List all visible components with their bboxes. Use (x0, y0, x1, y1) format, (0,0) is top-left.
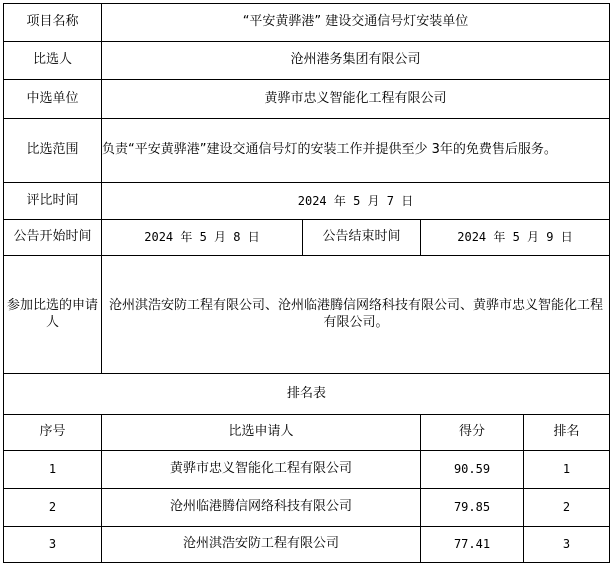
table-row (4, 527, 610, 563)
evaluation-date: 2024 年 5 月 7 日 (102, 183, 610, 220)
ranking-rank: 1 (524, 451, 610, 489)
ranking-header-row (4, 415, 610, 451)
selector-row (4, 42, 610, 80)
announcement-start-label: 公告开始时间 (4, 220, 102, 256)
ranking-rank: 2 (524, 489, 610, 527)
winner-value: 黄骅市忠义智能化工程有限公司 (102, 80, 610, 119)
applicants-value: 沧州淇浩安防工程有限公司、沧州临港腾信网络科技有限公司、黄骅市忠义智能化工程有限公司。 (108, 298, 603, 330)
scope-label: 比选范围 (4, 119, 102, 183)
announcement-end-date: 2024 年 5 月 9 日 (421, 220, 610, 256)
announcement-start-date: 2024 年 5 月 8 日 (102, 220, 303, 256)
applicants-row (4, 256, 610, 374)
scope-row (4, 119, 610, 183)
winner-label: 中选单位 (4, 80, 102, 119)
ranking-applicant: 沧州临港腾信网络科技有限公司 (102, 489, 421, 527)
scope-cell (102, 119, 610, 183)
ranking-score: 79.85 (421, 489, 524, 527)
scope-value: 负责“平安黄骅港”建设交通信号灯的安装工作并提供至少 3年的免费售后服务。 (102, 142, 557, 158)
ranking-score: 77.41 (421, 527, 524, 563)
ranking-title: 排名表 (4, 374, 610, 415)
project-name-value: “平安黄骅港” 建设交通信号灯安装单位 (102, 4, 610, 42)
announcement-table (3, 3, 610, 563)
ranking-header-score: 得分 (421, 415, 524, 451)
evaluation-row (4, 183, 610, 220)
project-name-label: 项目名称 (4, 4, 102, 42)
table-row (4, 489, 610, 527)
project-row (4, 4, 610, 42)
applicants-label-text: 参加比选的申请人 (6, 298, 98, 330)
announcement-end-label: 公告结束时间 (303, 220, 421, 256)
ranking-header-applicant: 比选申请人 (102, 415, 421, 451)
table-row (4, 451, 610, 489)
ranking-score: 90.59 (421, 451, 524, 489)
ranking-rank: 3 (524, 527, 610, 563)
winner-row (4, 80, 610, 119)
ranking-header-rank: 排名 (524, 415, 610, 451)
ranking-title-row (4, 374, 610, 415)
ranking-seq: 2 (4, 489, 102, 527)
ranking-applicant: 沧州淇浩安防工程有限公司 (102, 527, 421, 563)
ranking-applicant: 黄骅市忠义智能化工程有限公司 (102, 451, 421, 489)
applicants-label (4, 256, 102, 374)
ranking-seq: 3 (4, 527, 102, 563)
applicants-cell (102, 256, 610, 374)
evaluation-label: 评比时间 (4, 183, 102, 220)
announcement-row (4, 220, 610, 256)
ranking-header-seq: 序号 (4, 415, 102, 451)
selector-label: 比选人 (4, 42, 102, 80)
ranking-seq: 1 (4, 451, 102, 489)
selector-value: 沧州港务集团有限公司 (102, 42, 610, 80)
